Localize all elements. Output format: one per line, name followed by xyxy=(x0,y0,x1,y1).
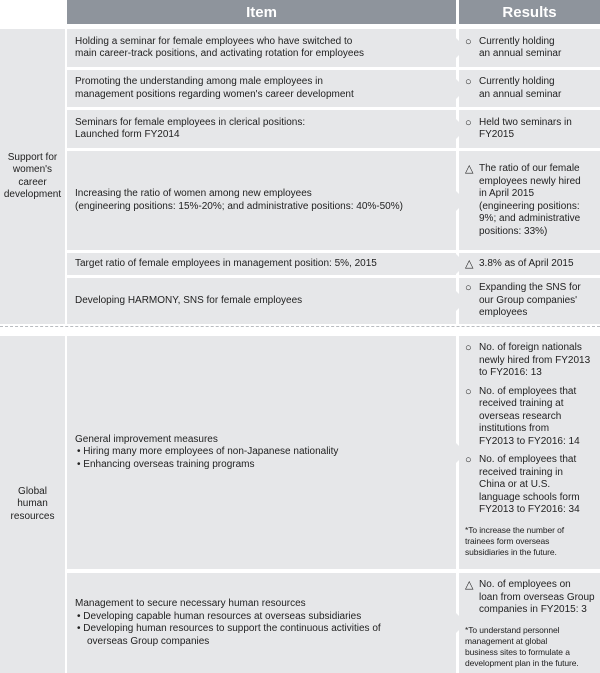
result-row-8: △ No. of employees on loan from overseas Group companies in FY2015: 3 *To understand personnel management at global business sites to formulate a development plan in the future. xyxy=(459,573,600,673)
circle-mark-icon: ○ xyxy=(465,35,472,48)
category-womens-career: Support for women's career development xyxy=(0,29,65,324)
triangle-mark-icon: △ xyxy=(465,579,474,591)
result-row-2: ○ Currently holding an annual seminar xyxy=(459,70,600,107)
category-global-hr: Global human resources xyxy=(0,336,65,673)
header-item: Item xyxy=(67,0,456,24)
circle-mark-icon: ○ xyxy=(465,454,472,466)
result-row-4: △ The ratio of our female employees newly hired in April 2015 (engineering positions: 9%; and administrative positions: 33%) xyxy=(459,151,600,250)
circle-mark-icon: ○ xyxy=(465,76,472,88)
item-row-4: Increasing the ratio of women among new employees (engineering positions: 15%-20%; and administrative positions: 40%-50%) xyxy=(67,151,456,250)
item-row-6: Developing HARMONY, SNS for female employees xyxy=(67,278,456,324)
result-row-5: △ 3.8% as of April 2015 xyxy=(459,253,600,275)
item-row-1: Holding a seminar for female employees who have switched to main career-track positions, and activating rotation for employees xyxy=(67,29,456,67)
item-row-5: Target ratio of female employees in management position: 5%, 2015 xyxy=(67,253,456,275)
result-row-3: ○ Held two seminars in FY2015 xyxy=(459,110,600,148)
item-row-7: General improvement measures • Hiring many more employees of non-Japanese nationality • Enhancing overseas training programs xyxy=(67,336,456,569)
item-row-2: Promoting the understanding among male employees in management positions regarding women's career development xyxy=(67,70,456,107)
triangle-mark-icon: △ xyxy=(465,163,474,175)
circle-mark-icon: ○ xyxy=(465,342,472,354)
result-row-7: ○ No. of foreign nationals newly hired from FY2013 to FY2016: 13 ○ No. of employees that received training at overseas research institutions from FY2013 to FY2016: 14 ○ No. of employees that received training in China or at U.S. language schools form FY2013 to FY2016: 34 *To increase the number of trainees form overseas subsidiaries in the future. xyxy=(459,336,600,569)
circle-mark-icon: ○ xyxy=(465,116,472,129)
circle-mark-icon: ○ xyxy=(465,282,472,295)
section-divider xyxy=(0,326,600,327)
item-row-3: Seminars for female employees in clerical positions: Launched form FY2014 xyxy=(67,110,456,148)
result-row-6: ○ Expanding the SNS for our Group companies' employees xyxy=(459,278,600,324)
result-note-2: *To understand personnel management at global business sites to formulate a development plan in the future. xyxy=(465,624,579,668)
header-results: Results xyxy=(459,0,600,24)
item-row-8: Management to secure necessary human resources • Developing capable human resources at overseas subsidiaries • Developing human resources to support the continuous activities of overseas Group companies xyxy=(67,573,456,673)
circle-mark-icon: ○ xyxy=(465,385,472,398)
result-note-1: *To increase the number of trainees form overseas subsidiaries in the future. xyxy=(465,524,564,557)
result-row-1: ○ Currently holding an annual seminar xyxy=(459,29,600,67)
triangle-mark-icon: △ xyxy=(465,257,474,270)
